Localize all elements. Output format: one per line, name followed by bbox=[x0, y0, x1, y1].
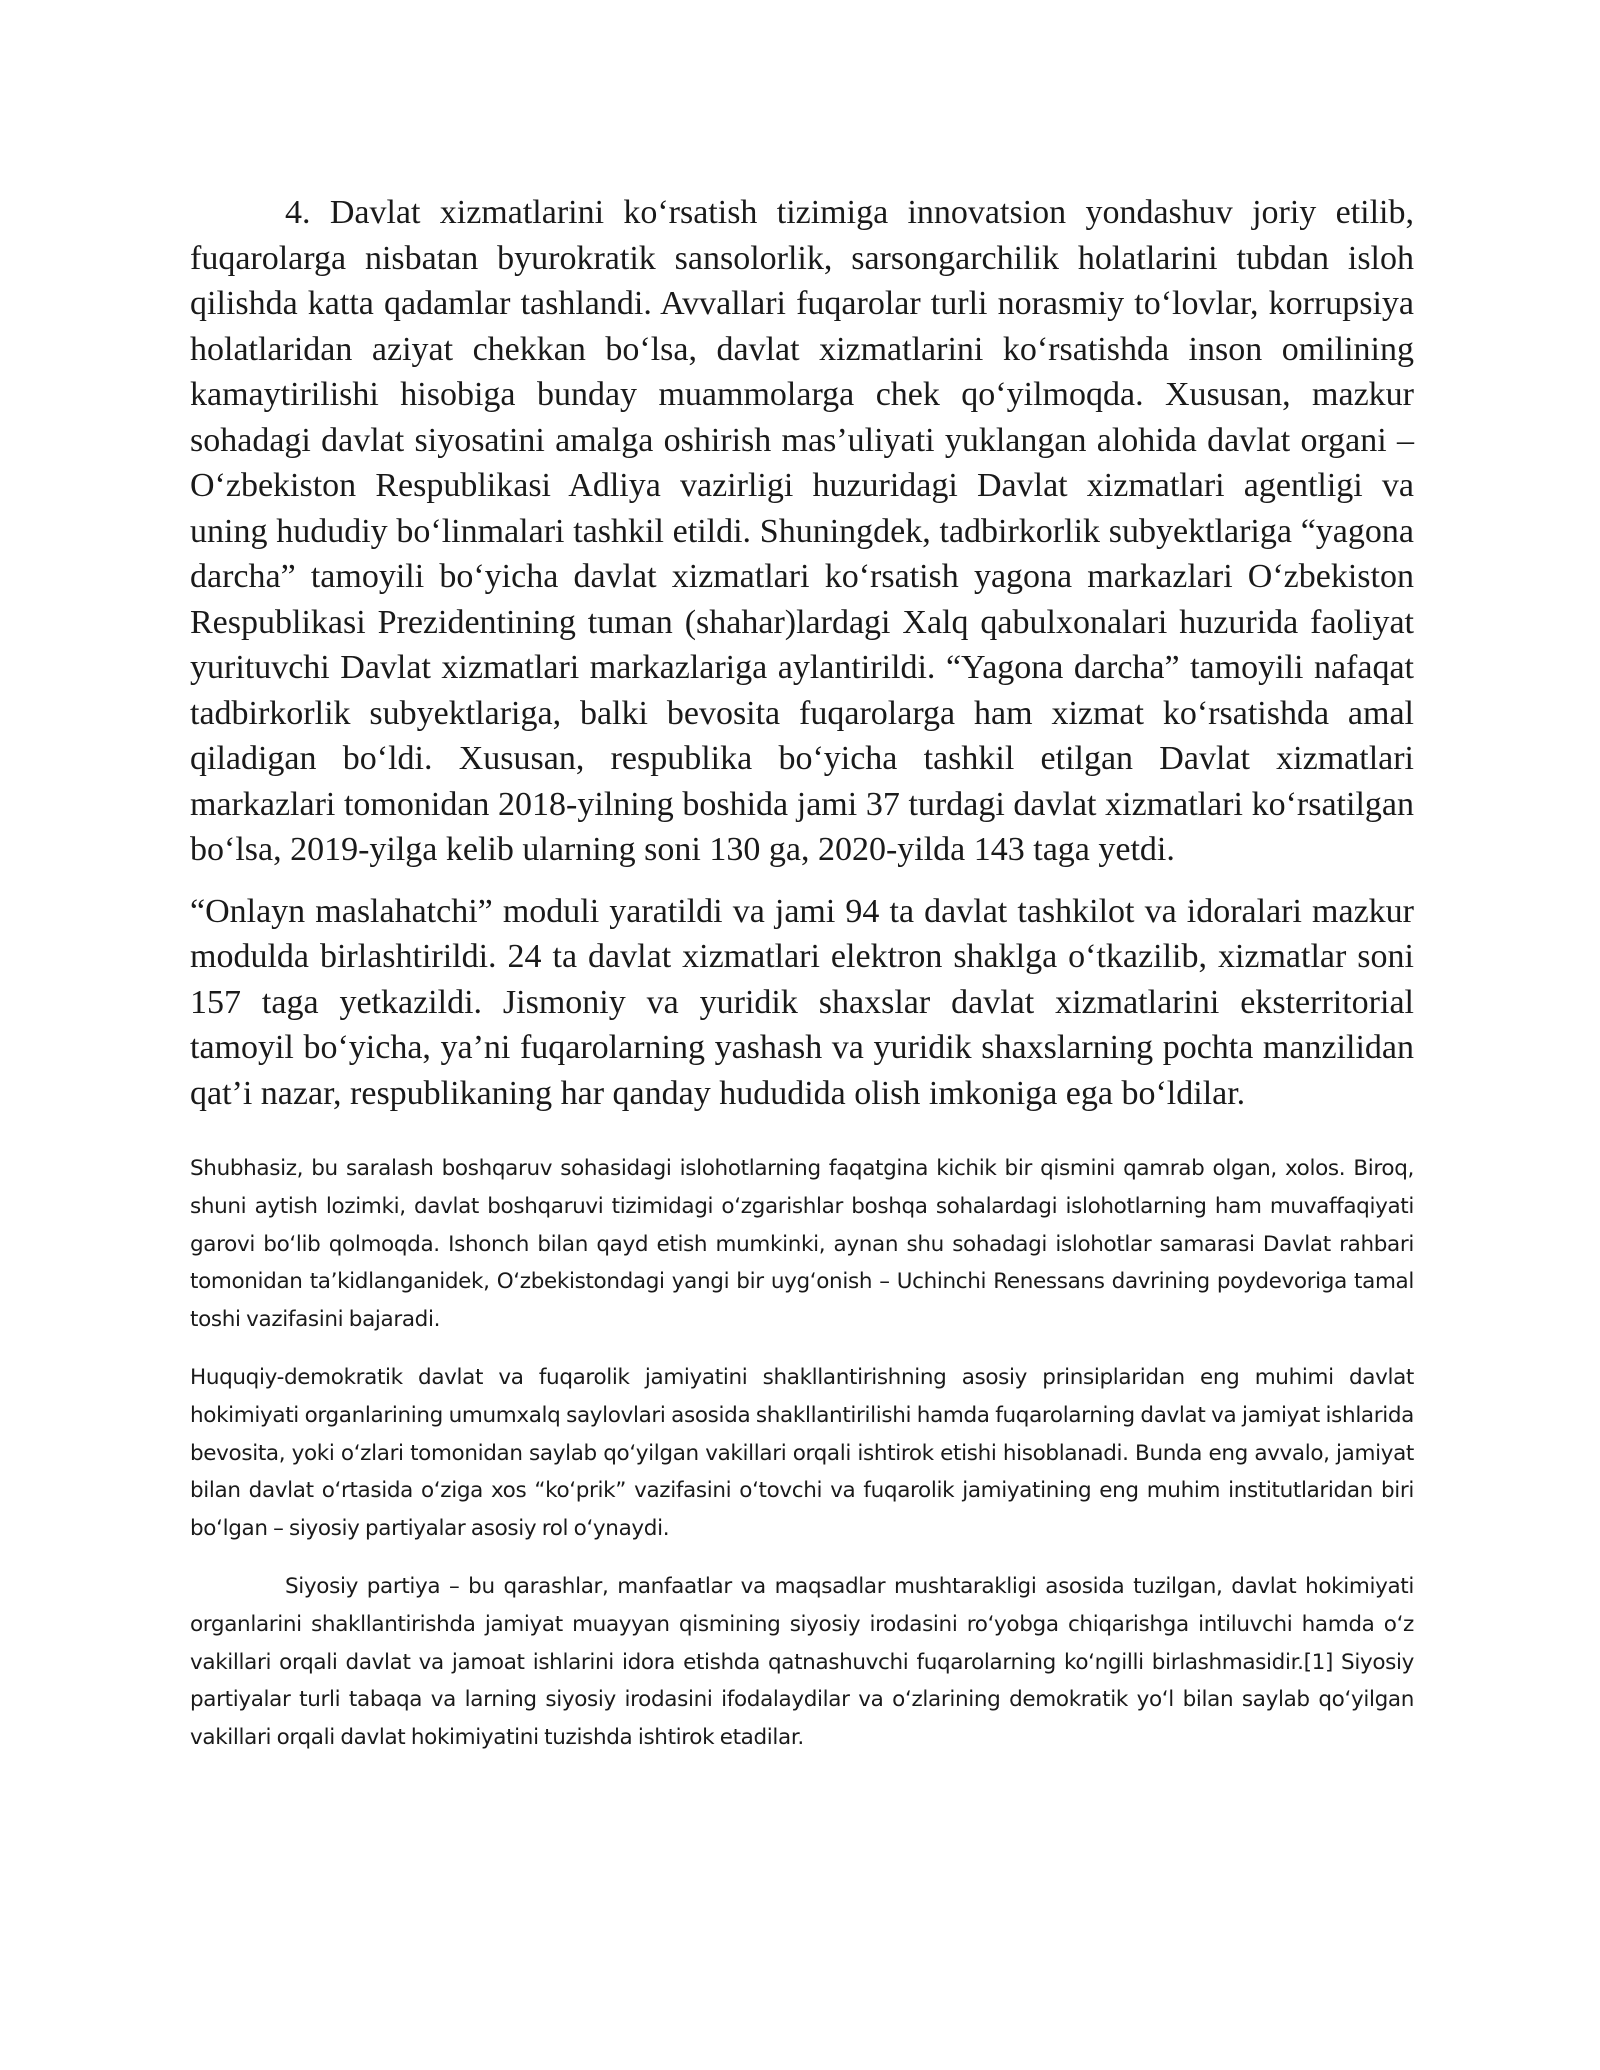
paragraph-political-party-definition: Siyosiy partiya – bu qarashlar, manfaatlar va maqsadlar mushtarakligi asosida tuzilgan, davlat hokimiyati organlarini shakllantirishda jamiyat muayyan qismining siyosiy irodasini roʻyobga chiqarishga intiluvchi hamda oʻz vakillari orqali davlat va jamoat ishlarini idora etishda qatnashuvchi fuqarolarning koʻngilli birlashmasidir.[1] Siyosiy partiyalar turli tabaqa va larning siyosiy irodasini ifodalaydilar va oʻzlarining demokratik yoʻl bilan saylab qoʻyilgan vakillari orqali davlat hokimiyatini tuzishda ishtirok etadilar. bbox=[190, 1573, 1414, 1751]
paragraph-reform-significance: Shubhasiz, bu saralash boshqaruv sohasidagi islohotlarning faqatgina kichik bir qismini qamrab olgan, xolos. Biroq, shuni aytish lozimki, davlat boshqaruvi tizimidagi oʻzgarishlar boshqa sohalardagi islohotlarning ham muvaffaqiyati garovi boʻlib qolmoqda. Ishonch bilan qayd etish mumkinki, aynan shu sohadagi islohotlar samarasi Davlat rahbari tomonidan ta’kidlanganidek, Oʻzbekistondagi yangi bir uygʻonish – Uchinchi Renessans davrining poydevoriga tamal toshi vazifasini bajaradi. bbox=[190, 1156, 1414, 1333]
paragraph-online-consultant: “Onlayn maslahatchi” moduli yaratildi va jami 94 ta davlat tashkilot va idoralari mazkur modulda birlashtirildi. 24 ta davlat xizmatlari elektron shaklga oʻtkazilib, xizmatlar soni 157 taga yetkazildi. Jismoniy va yuridik shaxslar davlat xizmatlarini eksterritorial tamoyil boʻyicha, ya’ni fuqarolarning yashash va yuridik shaxslarning pochta manzilidan qat’i nazar, respublikaning har qanday hududida olish imkoniga ega boʻldilar. bbox=[190, 892, 1414, 1112]
document-page bbox=[190, 190, 1414, 1757]
paragraph-state-services-reform: 4. Davlat xizmatlarini koʻrsatish tizimiga innovatsion yondashuv joriy etilib, fuqarolarga nisbatan byurokratik sansolorlik, sarsongarchilik holatlarini tubdan isloh qilishda katta qadamlar tashlandi. Avvallari fuqarolar turli norasmiy toʻlovlar, korrupsiya holatlaridan aziyat chekkan boʻlsa, davlat xizmatlarini koʻrsatishda inson omilining kamaytirilishi hisobiga bunday muammolarga chek qoʻyilmoqda. Xususan, mazkur sohadagi davlat siyosatini amalga oshirish mas’uliyati yuklangan alohida davlat organi – Oʻzbekiston Respublikasi Adliya vazirligi huzuridagi Davlat xizmatlari agentligi va uning hududiy boʻlinmalari tashkil etildi. Shuningdek, tadbirkorlik subyektlariga “yagona darcha” tamoyili boʻyicha davlat xizmatlari koʻrsatish yagona markazlari Oʻzbekiston Respublikasi Prezidentining tuman (shahar)lardagi Xalq qabulxonalari huzurida faoliyat yurituvchi Davlat xizmatlari markazlariga aylantirildi. “Yagona darcha” tamoyili nafaqat tadbirkorlik subyektlariga, balki bevosita fuqarolarga ham xizmat koʻrsatishda amal qiladigan boʻldi. Xususan, respublika boʻyicha tashkil etilgan Davlat xizmatlari markazlari tomonidan 2018-yilning boshida jami 37 turdagi davlat xizmatlari koʻrsatilgan boʻlsa, 2019-yilga kelib ularning soni 130 ga, 2020-yilda 143 taga yetdi. bbox=[190, 194, 1414, 868]
paragraph-civil-society-principles: Huquqiy-demokratik davlat va fuqarolik jamiyatini shakllantirishning asosiy prinsiplaridan eng muhimi davlat hokimiyati organlarining umumxalq saylovlari asosida shakllantirilishi hamda fuqarolarning davlat va jamiyat ishlarida bevosita, yoki oʻzlari tomonidan saylab qoʻyilgan vakillari orqali ishtirok etishi hisoblanadi. Bunda eng avvalo, jamiyat bilan davlat oʻrtasida oʻziga xos “koʻprik” vazifasini oʻtovchi va fuqarolik jamiyatining eng muhim institutlaridan biri boʻlgan – siyosiy partiyalar asosiy rol oʻynaydi. bbox=[190, 1364, 1414, 1542]
